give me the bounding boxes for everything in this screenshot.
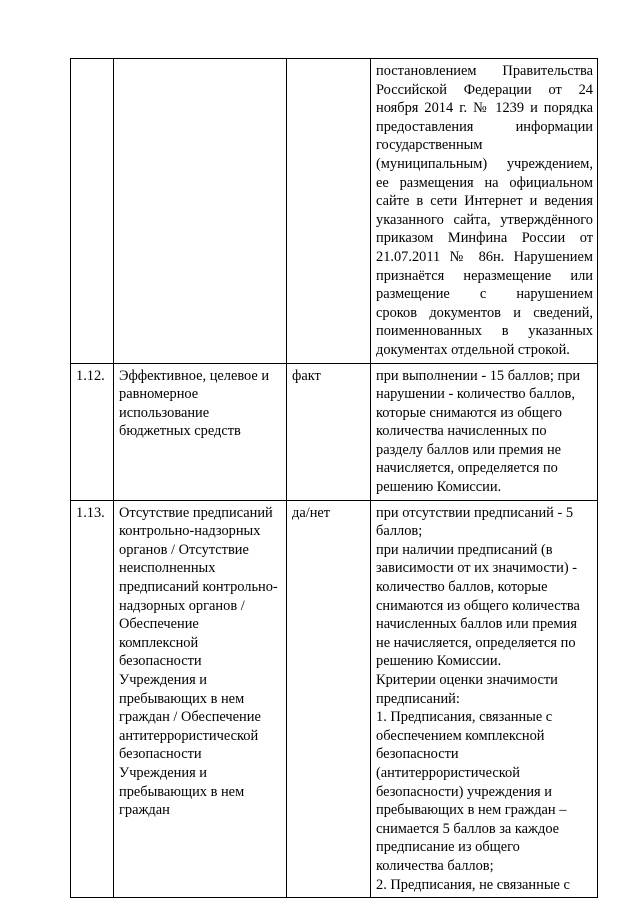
text-line: количество баллов, которые	[376, 579, 548, 596]
text-line: безопасности	[119, 653, 202, 670]
row-number: 1.12.	[71, 363, 114, 500]
scoring-cell	[371, 500, 598, 897]
text-line: решению Комиссии.	[376, 479, 502, 496]
scoring-cell	[371, 363, 598, 500]
table-row	[71, 59, 598, 364]
text-line: зависимости от их значимости) -	[376, 560, 578, 577]
table-row	[71, 500, 598, 897]
text-line: сайте в сети Интернет и ведения	[376, 193, 593, 210]
text-line: антитеррористической	[119, 727, 259, 744]
text-line: приказом Минфина России от	[376, 230, 593, 247]
table-row	[71, 363, 598, 500]
text-line: предписание из общего	[376, 839, 520, 856]
text-line: Обеспечение	[119, 616, 199, 633]
criterion-cell	[114, 59, 287, 364]
text-line: ноября 2014 г. № 1239 и порядка	[376, 100, 593, 117]
text-line: нарушении - количество баллов,	[376, 386, 575, 403]
text-line: контрольно-надзорных	[119, 523, 261, 540]
measure-cell: факт	[287, 363, 371, 500]
measure-cell: да/нет	[287, 500, 371, 897]
text-line: ее размещения на официальном	[376, 174, 593, 191]
text-line: органов / Отсутствие	[119, 541, 249, 558]
text-line: баллов;	[376, 523, 423, 540]
text-line: пребывающих в нем	[119, 690, 245, 707]
text-line: которые снимаются из общего	[376, 404, 562, 421]
row-number	[71, 59, 114, 364]
text-line: начисленных баллов или премия	[376, 616, 577, 633]
text-line: пребывающих в нем	[119, 783, 245, 800]
text-line: разделу баллов или премия не	[376, 441, 562, 458]
text-line: равномерное	[119, 386, 199, 403]
text-line: количества начисленных по	[376, 423, 547, 440]
text-line: бюджетных средств	[119, 423, 241, 440]
text-line: государственным	[376, 137, 483, 154]
text-line: снимается 5 баллов за каждое	[376, 820, 560, 837]
text-line: начисляется, определяется по	[376, 460, 558, 477]
text-line: 1. Предписания, связанные с	[376, 709, 553, 726]
scoring-cell	[371, 59, 598, 364]
row-number: 1.13.	[71, 500, 114, 897]
text-line: граждан	[119, 802, 170, 819]
text-line: комплексной	[119, 634, 199, 651]
text-line: при выполнении - 15 баллов; при	[376, 367, 581, 384]
text-line: использование	[119, 404, 210, 421]
text-line: поименнованных в указанных	[376, 323, 593, 340]
text-line: Учреждения и	[119, 764, 207, 781]
text-line: обеспечением комплексной	[376, 727, 545, 744]
text-line: предоставления информации	[376, 118, 593, 135]
text-line: (муниципальным) учреждением,	[376, 155, 593, 172]
text-line: постановлением Правительства	[376, 63, 593, 79]
text-line: размещение с нарушением	[376, 286, 593, 303]
text-line: надзорных органов /	[119, 597, 245, 614]
text-line: 21.07.2011 № 86н. Нарушением	[376, 248, 593, 265]
text-line: Учреждения и	[119, 672, 207, 688]
text-line: пребывающих в нем граждан –	[376, 802, 567, 819]
text-line: при отсутствии предписаний - 5	[376, 504, 574, 521]
text-line: не начисляется, определяется по	[376, 634, 576, 651]
text-line: безопасности	[376, 746, 459, 763]
text-line: (антитеррористической	[376, 764, 520, 781]
text-line: количества баллов;	[376, 857, 494, 874]
measure-cell	[287, 59, 371, 364]
text-line: при наличии предписаний (в	[376, 541, 553, 558]
text-line: Отсутствие предписаний	[119, 504, 273, 521]
text-line: документах отдельной строкой.	[376, 341, 570, 358]
text-line: 2. Предписания, не связанные с	[376, 876, 570, 893]
text-line: Эффективное, целевое и	[119, 367, 270, 384]
criterion-cell	[114, 500, 287, 897]
text-line: Критерии оценки значимости	[376, 672, 558, 688]
text-line: безопасности) учреждения и	[376, 783, 552, 800]
text-line: Российской Федерации от 24	[376, 81, 593, 98]
text-line: решению Комиссии.	[376, 653, 502, 670]
text-line: граждан / Обеспечение	[119, 709, 261, 726]
text-line: безопасности	[119, 746, 202, 763]
text-line: предписаний:	[376, 690, 460, 707]
text-line: предписаний контрольно-	[119, 579, 278, 596]
text-line: неисполненных	[119, 560, 216, 577]
text-line: указанного сайта, утверждённого	[376, 211, 593, 228]
text-line: сроков документов и сведений,	[376, 304, 593, 321]
criteria-table	[70, 58, 598, 898]
criterion-cell	[114, 363, 287, 500]
text-line: снимаются из общего количества	[376, 597, 580, 614]
text-line: признаётся неразмещение или	[376, 267, 593, 284]
